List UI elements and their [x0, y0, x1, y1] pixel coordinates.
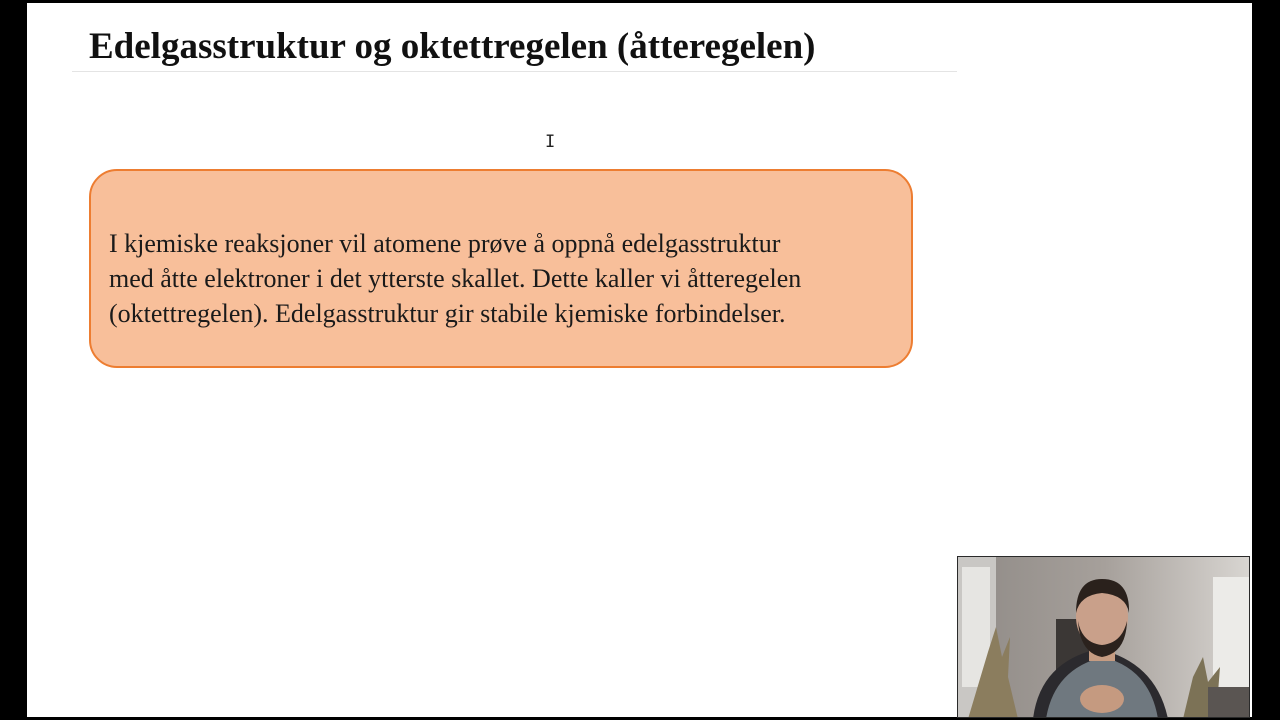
callout-line: (oktettregelen). Edelgasstruktur gir stabile kjemiske forbindelser. [109, 299, 786, 328]
title-divider [72, 71, 957, 72]
callout-line: I kjemiske reaksjoner vil atomene prøve å oppnå edelgasstruktur [109, 229, 781, 258]
presenter-hands [1080, 685, 1124, 713]
callout-line: med åtte elektroner i det ytterste skallet. Dette kaller vi åtteregelen [109, 264, 802, 293]
text-cursor-icon: I [545, 132, 556, 152]
callout-text [109, 226, 893, 331]
slide-title: Edelgasstruktur og oktettregelen (åtteregelen) [89, 26, 816, 67]
presenter-video-frame [958, 557, 1250, 718]
webcam-overlay [957, 556, 1250, 718]
sofa [1208, 687, 1250, 718]
callout-box [89, 169, 913, 368]
